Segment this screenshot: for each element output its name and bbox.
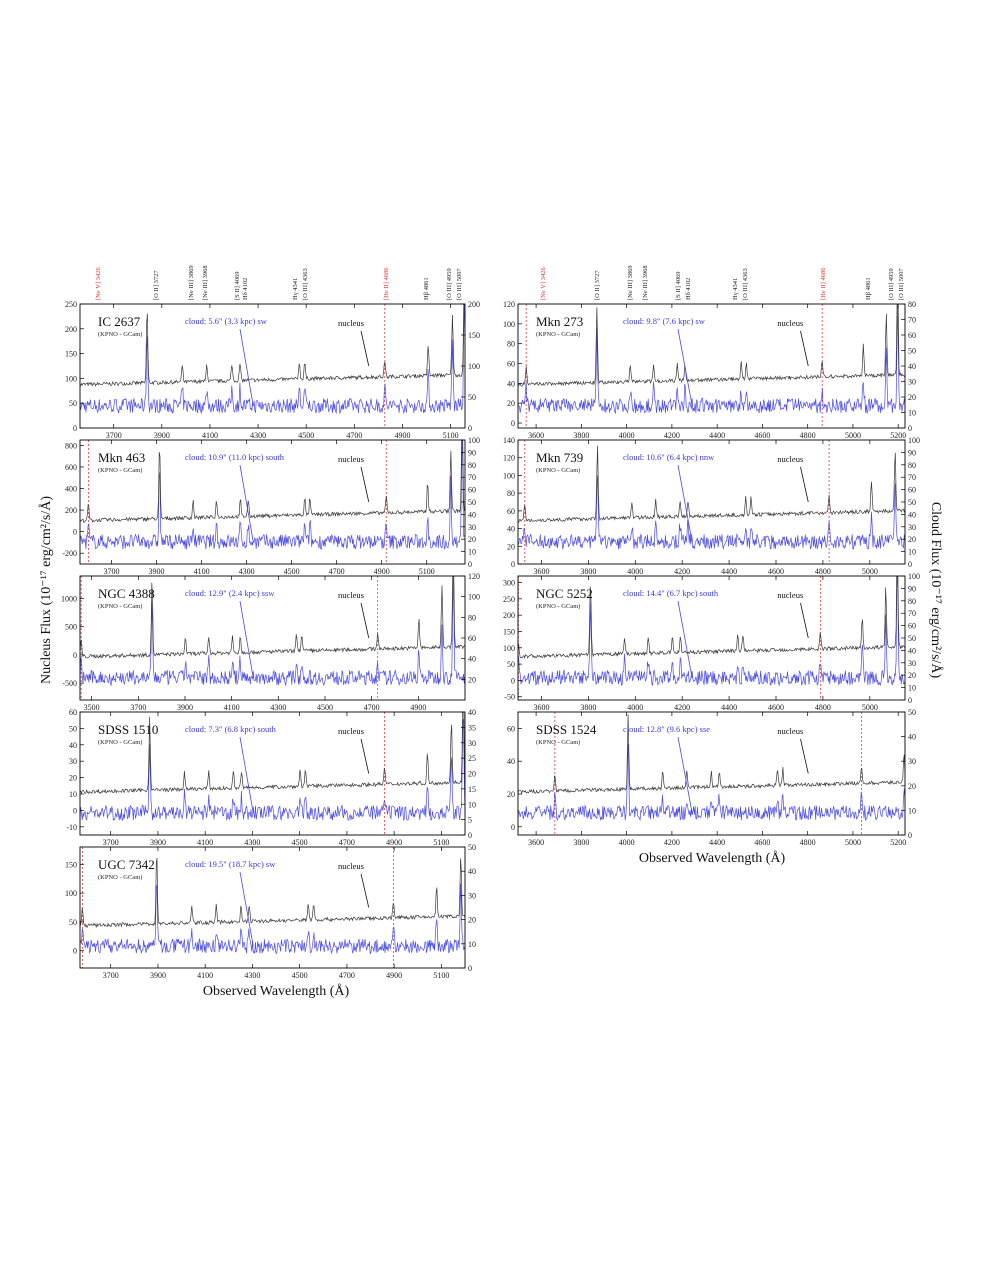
- emission-line-label: [He II] 4686: [383, 267, 390, 300]
- left-axis-title: Nucleus Flux (10⁻¹⁷ erg/cm²/s/Å): [39, 496, 54, 684]
- emission-line-label: [O II] 3727: [153, 270, 160, 300]
- nucleus-arrow: [361, 739, 369, 774]
- nucleus-label: nucleus: [777, 318, 804, 328]
- instrument-label: (KPNO - GCam): [98, 739, 143, 746]
- nucleus-arrow: [801, 467, 809, 502]
- x-tick-label: 4500: [298, 431, 315, 440]
- y-tick-label-left: 80: [507, 339, 515, 349]
- y-tick-label-left: 0: [73, 527, 77, 537]
- nucleus-label: nucleus: [337, 454, 364, 464]
- y-tick-label-right: 50: [908, 346, 916, 356]
- y-tick-label-left: 200: [503, 611, 515, 621]
- cloud-label: cloud: 10.6" (6.4 kpc) nnw: [623, 452, 715, 462]
- x-tick-label: 4300: [270, 703, 287, 712]
- y-tick-label-right: 90: [908, 448, 916, 458]
- x-tick-label: 3700: [105, 431, 122, 440]
- y-tick-label-right: 90: [468, 448, 476, 458]
- x-tick-label: 5100: [433, 838, 450, 847]
- x-tick-label: 5000: [861, 567, 878, 576]
- emission-line-label: [O III] 4363: [302, 268, 309, 300]
- x-tick-label: 5000: [844, 838, 861, 847]
- y-tick-label-left: 50: [507, 660, 515, 670]
- y-tick-label-right: 30: [908, 522, 916, 532]
- x-tick-label: 3900: [153, 431, 170, 440]
- y-tick-label-right: 10: [908, 683, 916, 693]
- y-tick-label-left: 40: [507, 524, 515, 534]
- y-tick-label-left: 500: [65, 622, 77, 632]
- y-tick-label-right: 50: [468, 498, 476, 507]
- y-tick-label-left: 200: [65, 324, 77, 334]
- y-tick-label-left: 150: [503, 627, 515, 637]
- x-tick-label: 4000: [618, 431, 635, 440]
- cloud-label: cloud: 14.4" (6.7 kpc) south: [623, 588, 719, 598]
- x-tick-label: 5000: [844, 431, 861, 440]
- emission-line-label: [Ne V] 3426: [540, 267, 547, 300]
- x-tick-label: 3800: [573, 431, 590, 440]
- x-tick-label: 3700: [102, 971, 119, 980]
- emission-line-label: [S II] 4069: [675, 271, 682, 300]
- y-tick-label-right: 150: [468, 331, 480, 340]
- x-axis-title-left: Observed Wavelength (Å): [202, 984, 350, 999]
- y-tick-label-right: 90: [908, 584, 916, 594]
- y-tick-label-right: 10: [468, 939, 476, 949]
- y-tick-label-left: 150: [65, 349, 77, 359]
- y-tick-label-left: -200: [62, 549, 77, 559]
- nucleus-label: nucleus: [777, 726, 804, 736]
- x-axis-title-right: Observed Wavelength (Å): [638, 851, 786, 866]
- x-tick-label: 4200: [674, 567, 691, 576]
- y-tick-label-right: 40: [468, 654, 476, 664]
- x-tick-label: 4700: [338, 838, 355, 847]
- x-tick-label: 3800: [580, 703, 597, 712]
- nucleus-arrow: [361, 603, 369, 638]
- instrument-label: (KPNO - GCam): [98, 874, 143, 881]
- y-tick-label-left: 400: [65, 484, 77, 494]
- y-tick-label-right: 20: [468, 769, 476, 779]
- y-tick-label-right: 50: [908, 498, 916, 507]
- y-tick-label-right: 50: [468, 393, 476, 402]
- y-tick-label-left: 40: [69, 740, 77, 750]
- x-tick-label: 4500: [291, 838, 308, 847]
- x-tick-label: 4300: [244, 971, 261, 980]
- y-tick-label-right: 50: [908, 708, 916, 717]
- y-tick-label-left: 50: [69, 917, 77, 927]
- cloud-arrow: [240, 329, 253, 406]
- x-tick-label: 4300: [238, 567, 255, 576]
- x-tick-label: 4600: [754, 838, 771, 847]
- x-tick-label: 5200: [890, 431, 907, 440]
- y-tick-label-left: 0: [73, 650, 77, 660]
- nucleus-label: nucleus: [777, 590, 804, 600]
- cloud-arrow: [678, 737, 692, 813]
- y-tick-label-right: 50: [468, 843, 476, 852]
- x-tick-label: 4600: [768, 567, 784, 576]
- y-tick-label-left: 100: [503, 319, 515, 329]
- x-tick-label: 4300: [244, 838, 261, 847]
- emission-line-label: Hγ 4341: [732, 277, 739, 300]
- x-tick-label: 5100: [442, 431, 459, 440]
- y-tick-label-left: 1000: [61, 594, 77, 604]
- y-tick-label-left: 60: [507, 359, 515, 369]
- x-tick-label: 5200: [890, 838, 907, 847]
- x-tick-label: 4400: [721, 567, 738, 576]
- y-tick-label-right: 50: [908, 634, 916, 643]
- x-tick-label: 3800: [580, 567, 597, 576]
- cloud-label: cloud: 19.5" (18.7 kpc) sw: [185, 859, 276, 869]
- galaxy-name: SDSS 1510: [98, 722, 159, 737]
- x-tick-label: 4100: [201, 431, 218, 440]
- instrument-label: (KPNO - GCam): [536, 739, 581, 746]
- y-tick-label-left: 120: [503, 453, 515, 463]
- y-tick-label-left: 0: [511, 822, 515, 832]
- x-tick-label: 3600: [533, 567, 550, 576]
- x-tick-label: 4900: [386, 971, 403, 980]
- y-tick-label-right: 35: [468, 723, 476, 733]
- emission-line-label: Hδ 4102: [242, 277, 249, 300]
- x-tick-label: 3700: [102, 838, 119, 847]
- y-tick-label-right: 200: [468, 300, 480, 309]
- emission-line-label: [Ne V] 3426: [95, 267, 102, 300]
- x-tick-label: 4900: [394, 431, 411, 440]
- y-tick-label-right: 0: [908, 424, 912, 433]
- cloud-spectrum: [80, 567, 465, 685]
- cloud-arrow: [240, 465, 253, 542]
- cloud-spectrum: [518, 744, 905, 820]
- y-tick-label-right: 30: [468, 738, 476, 748]
- x-tick-label: 5100: [433, 971, 450, 980]
- x-tick-label: 4000: [618, 838, 635, 847]
- y-tick-label-left: 100: [65, 889, 77, 899]
- y-tick-label-right: 60: [908, 331, 916, 340]
- y-tick-label-left: -10: [66, 822, 77, 832]
- emission-line-label: [O III] 4959: [888, 268, 895, 300]
- y-tick-label-left: 100: [503, 471, 515, 481]
- y-tick-label-left: 0: [73, 946, 77, 956]
- y-tick-label-right: 70: [908, 609, 916, 619]
- y-tick-label-right: 100: [908, 572, 920, 581]
- x-tick-label: 4500: [317, 703, 333, 712]
- cloud-label: cloud: 7.3" (6.8 kpc) south: [185, 724, 276, 734]
- y-tick-label-right: 80: [908, 460, 916, 470]
- y-tick-label-right: 40: [468, 708, 476, 717]
- y-tick-label-right: 15: [468, 784, 476, 794]
- emission-line-label: [Ne III] 3968: [642, 265, 649, 300]
- emission-line-label: [Ne III] 3968: [202, 265, 209, 300]
- galaxy-name: Mkn 273: [536, 314, 584, 329]
- y-tick-label-right: 60: [468, 485, 476, 495]
- x-tick-label: 5000: [861, 703, 878, 712]
- y-tick-label-right: 20: [468, 675, 476, 685]
- x-tick-label: 4000: [627, 567, 644, 576]
- y-tick-label-right: 10: [908, 547, 916, 557]
- y-tick-label-left: 0: [511, 560, 515, 569]
- y-tick-label-left: 150: [65, 860, 77, 870]
- y-tick-label-left: 80: [507, 489, 515, 499]
- y-tick-label-right: 20: [908, 535, 916, 545]
- y-tick-label-right: 25: [468, 754, 476, 764]
- panel-7: [503, 547, 920, 712]
- y-tick-label-right: 30: [468, 522, 476, 532]
- y-tick-label-right: 20: [908, 671, 916, 681]
- nucleus-arrow: [801, 739, 809, 774]
- emission-line-label: [Ne III] 3869: [188, 265, 195, 300]
- x-tick-label: 4800: [814, 703, 831, 712]
- y-tick-label-left: 600: [65, 462, 77, 472]
- x-tick-label: 4100: [223, 703, 240, 712]
- y-tick-label-right: 30: [908, 757, 916, 767]
- y-tick-label-right: 0: [468, 560, 472, 569]
- y-tick-label-right: 100: [468, 362, 480, 371]
- y-tick-label-left: 60: [507, 506, 515, 516]
- y-tick-label-left: 20: [507, 790, 515, 799]
- y-tick-label-left: 140: [503, 436, 515, 445]
- x-tick-label: 3900: [149, 971, 166, 980]
- y-tick-label-right: 80: [908, 300, 916, 309]
- y-tick-label-right: 40: [468, 867, 476, 877]
- cloud-label: cloud: 5.6" (3.3 kpc) sw: [185, 316, 267, 326]
- x-tick-label: 4000: [627, 703, 644, 712]
- panel-4: [65, 843, 476, 980]
- instrument-label: (KPNO - GCam): [98, 467, 143, 474]
- y-tick-label-right: 20: [908, 393, 916, 402]
- y-tick-label-right: 60: [908, 485, 916, 495]
- x-tick-label: 4400: [709, 431, 726, 440]
- nucleus-label: nucleus: [337, 318, 364, 328]
- nucleus-label: nucleus: [337, 861, 364, 871]
- right-axis-title: Cloud Flux (10⁻¹⁷ erg/cm²/s/Å): [928, 501, 943, 679]
- x-tick-label: 3900: [177, 703, 193, 712]
- x-tick-label: 3900: [148, 567, 165, 576]
- x-tick-label: 4700: [346, 431, 363, 440]
- nucleus-arrow: [361, 874, 369, 908]
- y-tick-label-right: 100: [468, 592, 480, 602]
- y-tick-label-left: 20: [69, 773, 77, 783]
- x-tick-label: 4200: [663, 838, 680, 847]
- galaxy-name: SDSS 1524: [536, 722, 597, 737]
- galaxy-name: IC 2637: [98, 314, 141, 329]
- y-tick-label-right: 40: [908, 510, 916, 520]
- x-tick-label: 3900: [149, 838, 166, 847]
- emission-line-label: [S II] 4069: [234, 271, 241, 300]
- x-tick-label: 3600: [528, 431, 545, 440]
- y-tick-label-right: 70: [908, 315, 916, 325]
- cloud-label: cloud: 10.9" (11.0 kpc) south: [185, 452, 285, 462]
- y-tick-label-left: 10: [69, 790, 77, 799]
- cloud-label: cloud: 12.9" (2.4 kpc) ssw: [185, 588, 275, 598]
- galaxy-name: Mkn 463: [98, 450, 146, 465]
- x-tick-label: 3600: [533, 703, 550, 712]
- emission-line-label: [O III] 4959: [446, 268, 453, 300]
- x-tick-label: 4500: [291, 971, 308, 980]
- y-tick-label-right: 30: [908, 658, 916, 668]
- x-tick-label: 3600: [528, 838, 545, 847]
- x-tick-label: 4800: [814, 567, 831, 576]
- emission-line-label: [O II] 3727: [594, 270, 601, 300]
- x-tick-label: 4200: [663, 431, 680, 440]
- panel-5: [503, 266, 916, 440]
- galaxy-name: Mkn 739: [536, 450, 584, 465]
- x-tick-label: 4800: [799, 838, 816, 847]
- galaxy-name: NGC 4388: [98, 586, 155, 601]
- y-tick-label-right: 30: [908, 377, 916, 387]
- y-tick-label-right: 0: [908, 831, 912, 840]
- nucleus-label: nucleus: [337, 590, 364, 600]
- panel-2: [61, 539, 480, 712]
- y-tick-label-left: 60: [69, 708, 77, 717]
- cloud-arrow: [678, 329, 692, 406]
- y-tick-label-left: 40: [507, 379, 515, 389]
- y-tick-label-right: 80: [468, 460, 476, 470]
- x-tick-label: 4100: [193, 567, 210, 576]
- y-tick-label-right: 0: [468, 831, 472, 840]
- y-tick-label-left: 20: [507, 542, 515, 552]
- x-tick-label: 4400: [709, 838, 726, 847]
- x-tick-label: 4100: [197, 971, 214, 980]
- y-tick-label-left: 120: [503, 300, 515, 309]
- instrument-label: (KPNO - GCam): [98, 603, 143, 610]
- x-tick-label: 4500: [283, 567, 300, 576]
- nucleus-arrow: [801, 603, 809, 638]
- x-tick-label: 4900: [386, 838, 403, 847]
- y-tick-label-right: 0: [468, 964, 472, 973]
- y-tick-label-right: 0: [908, 696, 912, 705]
- x-tick-label: 4700: [363, 703, 380, 712]
- x-tick-label: 4700: [338, 971, 355, 980]
- instrument-label: (KPNO - GCam): [536, 603, 581, 610]
- panel-8: [507, 708, 916, 847]
- y-tick-label-left: 30: [69, 757, 77, 767]
- y-tick-label-left: 100: [65, 374, 77, 384]
- panel-6: [503, 436, 920, 576]
- y-tick-label-left: -500: [62, 679, 77, 689]
- nucleus-arrow: [361, 331, 369, 366]
- cloud-arrow: [240, 601, 253, 678]
- emission-line-label: [O III] 4363: [742, 268, 749, 300]
- instrument-label: (KPNO - GCam): [536, 467, 581, 474]
- y-tick-label-left: 40: [507, 757, 515, 767]
- y-tick-label-left: 250: [503, 594, 515, 604]
- y-tick-label-left: 0: [511, 419, 515, 429]
- y-tick-label-right: 20: [468, 915, 476, 925]
- y-tick-label-right: 10: [908, 408, 916, 418]
- y-tick-label-right: 80: [468, 613, 476, 623]
- x-tick-label: 3800: [573, 838, 590, 847]
- emission-line-label: [O III] 5007: [898, 268, 905, 300]
- cloud-spectrum: [80, 290, 465, 413]
- y-tick-label-left: 60: [507, 724, 515, 734]
- instrument-label: (KPNO - GCam): [98, 331, 143, 338]
- y-tick-label-right: 70: [908, 473, 916, 483]
- emission-line-labels: [95, 265, 905, 300]
- x-tick-label: 3500: [83, 703, 100, 712]
- y-tick-label-right: 60: [908, 621, 916, 631]
- x-tick-label: 4400: [721, 703, 738, 712]
- y-tick-label-right: 40: [908, 732, 916, 742]
- x-tick-label: 3700: [103, 567, 120, 576]
- nucleus-label: nucleus: [337, 726, 364, 736]
- y-tick-label-right: 100: [468, 436, 480, 445]
- y-tick-label-right: 30: [468, 891, 476, 901]
- y-tick-label-right: 120: [468, 572, 480, 581]
- y-tick-label-right: 10: [908, 806, 916, 816]
- x-tick-label: 4100: [197, 838, 214, 847]
- nucleus-label: nucleus: [777, 454, 804, 464]
- emission-line-label: Hβ 4861: [423, 277, 430, 300]
- x-tick-label: 4600: [754, 431, 771, 440]
- emission-line-label: Hγ 4341: [292, 277, 299, 300]
- y-tick-label-left: 250: [65, 300, 77, 309]
- galaxy-name: NGC 5252: [536, 586, 593, 601]
- x-tick-label: 4900: [410, 703, 427, 712]
- x-tick-label: 5100: [418, 567, 435, 576]
- y-tick-label-right: 40: [908, 362, 916, 371]
- y-tick-label-left: 800: [65, 441, 77, 451]
- emission-line-label: [Ne III] 3869: [627, 265, 634, 300]
- y-tick-label-right: 40: [468, 510, 476, 520]
- y-tick-label-left: 0: [73, 424, 77, 433]
- emission-line-label: Hδ 4102: [685, 277, 692, 300]
- y-tick-label-left: 20: [507, 399, 515, 409]
- y-tick-label-right: 70: [468, 473, 476, 483]
- y-tick-label-left: 0: [511, 676, 515, 686]
- panel-0: [65, 267, 480, 441]
- x-tick-label: 4200: [674, 703, 691, 712]
- y-tick-label-right: 100: [908, 436, 920, 445]
- y-tick-label-left: 100: [503, 643, 515, 653]
- x-tick-label: 4700: [328, 567, 345, 576]
- x-tick-label: 4800: [799, 431, 816, 440]
- y-tick-label-right: 5: [468, 815, 472, 825]
- y-tick-label-right: 10: [468, 547, 476, 557]
- emission-line-label: [O III] 5007: [456, 268, 463, 300]
- x-tick-label: 4300: [250, 431, 267, 440]
- emission-line-label: [He II] 4686: [820, 267, 827, 300]
- galaxy-name: UGC 7342: [98, 857, 155, 872]
- y-tick-label-left: 50: [69, 399, 77, 409]
- x-tick-label: 3700: [130, 703, 147, 712]
- y-tick-label-left: 200: [65, 506, 77, 516]
- cloud-label: cloud: 9.8" (7.6 kpc) sw: [623, 316, 705, 326]
- y-tick-label-left: -50: [504, 692, 515, 702]
- y-tick-label-right: 40: [908, 646, 916, 656]
- panels: [61, 266, 920, 980]
- nucleus-arrow: [361, 467, 369, 502]
- instrument-label: (KPNO - GCam): [536, 331, 581, 338]
- y-tick-label-left: 50: [69, 724, 77, 734]
- y-tick-label-left: 0: [73, 806, 77, 816]
- nucleus-arrow: [801, 331, 809, 366]
- y-tick-label-left: 300: [503, 578, 515, 588]
- x-tick-label: 4600: [768, 703, 784, 712]
- y-tick-label-right: 0: [468, 424, 472, 433]
- cloud-label: cloud: 12.8" (9.6 kpc) sse: [623, 724, 711, 734]
- y-tick-label-right: 60: [468, 634, 476, 643]
- x-tick-label: 4900: [373, 567, 390, 576]
- y-tick-label-right: 0: [908, 560, 912, 569]
- y-tick-label-right: 20: [908, 781, 916, 791]
- y-tick-label-right: 10: [468, 800, 476, 810]
- emission-line-label: Hβ 4861: [865, 277, 872, 300]
- y-tick-label-right: 80: [908, 596, 916, 606]
- y-tick-label-right: 20: [468, 535, 476, 545]
